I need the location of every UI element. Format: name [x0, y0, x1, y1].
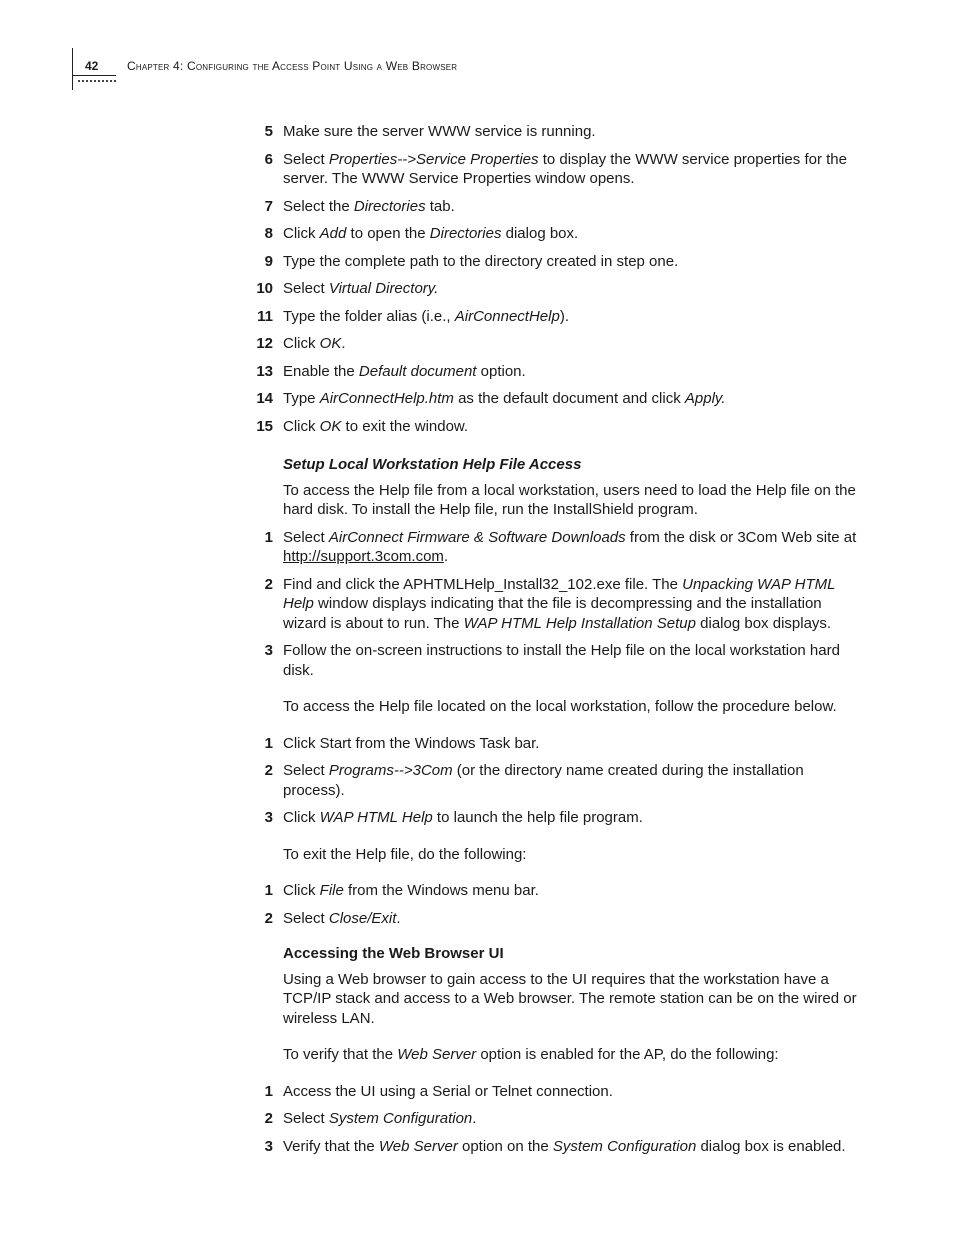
header-dotted-rule — [78, 80, 116, 84]
step-emphasis: OK — [319, 335, 342, 352]
step-text: . — [396, 909, 401, 927]
list-item — [264, 734, 863, 754]
step-emphasis: AirConnect Firmware & Software Downloads — [328, 528, 626, 546]
step-text: . — [472, 1110, 477, 1127]
step-text: Verify that the — [283, 1137, 379, 1155]
header-vertical-rule — [72, 48, 73, 90]
step-number: 3 — [264, 809, 273, 826]
list-item — [256, 279, 863, 299]
step-text: tab. — [425, 197, 455, 215]
list-item — [264, 528, 863, 567]
step-emphasis: WAP HTML Help — [319, 809, 433, 826]
list-item — [264, 150, 863, 189]
step-text: (or the directory name created during the installation process). — [283, 762, 804, 799]
step-number: 2 — [264, 1110, 273, 1127]
step-text: Select — [283, 1110, 329, 1127]
intro-text: option is enabled for the AP, do the following: — [476, 1046, 779, 1063]
list-item — [264, 909, 863, 929]
step-text: Enable the — [283, 362, 359, 380]
step-text: as the default document and click — [453, 390, 685, 407]
intro-text: To verify that the — [283, 1046, 398, 1063]
step-text: option on the — [457, 1137, 553, 1155]
step-text: to launch the help file program. — [432, 809, 643, 826]
step-number: 8 — [264, 225, 273, 242]
step-emphasis: Close/Exit — [328, 909, 397, 927]
step-number: 6 — [264, 150, 273, 168]
step-number: 1 — [264, 734, 273, 752]
step-number: 15 — [256, 417, 273, 435]
step-text: Click — [283, 882, 320, 899]
step-text: from the disk or 3Com Web site at — [625, 528, 857, 546]
step-text: Click — [283, 809, 320, 826]
list-item — [256, 389, 863, 409]
section-intro: Using a Web browser to gain access to the UI requires that the workstation have a TCP/IP stack and access to a Web browser. The remote station can be on the wired or wireless LAN. — [283, 970, 857, 1027]
step-emphasis: AirConnectHelp — [454, 307, 560, 325]
section-intro: To access the Help file from a local workstation, users need to load the Help file on the hard disk. To install the Help file, run the InstallShield program. — [283, 481, 856, 518]
step-text: to display the WWW service properties for the server. The WWW Service Properties window opens. — [283, 150, 847, 187]
list-item — [264, 575, 863, 634]
step-emphasis: System Configuration — [552, 1137, 697, 1155]
step-emphasis: Virtual Directory. — [328, 280, 439, 297]
step-number: 2 — [264, 762, 273, 779]
step-text: window displays indicating that the file is decompressing and the installation wizard is about to run. The — [283, 595, 822, 632]
step-number: 2 — [264, 909, 273, 927]
list-item — [264, 1082, 863, 1102]
step-text: Click — [283, 417, 320, 435]
exit-intro: To exit the Help file, do the following: — [283, 845, 527, 863]
step-text: Select — [283, 762, 329, 779]
step-text: Type — [283, 390, 320, 407]
list-item — [264, 761, 863, 800]
list-item — [256, 362, 863, 382]
step-number: 2 — [264, 575, 273, 593]
list-item — [264, 252, 863, 272]
step-number: 3 — [264, 1137, 273, 1155]
list-item — [256, 417, 863, 437]
step-text: Click — [283, 225, 320, 242]
intro-emphasis: Web Server — [397, 1046, 477, 1063]
step-emphasis: Add — [319, 225, 347, 242]
list-item — [264, 881, 863, 901]
list-item — [256, 334, 863, 354]
step-emphasis: Web Server — [378, 1137, 458, 1155]
support-link[interactable]: http://support.3com.com — [283, 548, 444, 565]
step-text: Select the — [283, 197, 354, 215]
access-intro: To access the Help file located on the local workstation, follow the procedure below. — [283, 698, 837, 715]
step-emphasis: Default document — [358, 362, 477, 380]
section-heading: Setup Local Workstation Help File Access — [283, 456, 582, 473]
step-number: 12 — [256, 335, 273, 352]
step-emphasis: Programs-->3Com — [328, 762, 453, 779]
step-text: Select — [283, 909, 329, 927]
list-item — [264, 808, 863, 828]
step-text: Select — [283, 528, 329, 546]
header-horizontal-rule — [72, 75, 116, 76]
step-text: to open the — [346, 225, 430, 242]
step-text: Click — [283, 335, 320, 352]
step-number: 1 — [264, 1082, 273, 1100]
step-number: 7 — [264, 197, 273, 215]
step-text: dialog box is enabled. — [696, 1137, 846, 1155]
step-text: Find and click the APHTMLHelp_Install32_102.exe file. The — [283, 575, 683, 593]
step-number: 3 — [264, 642, 273, 659]
step-text: . — [443, 548, 449, 565]
step-number: 9 — [264, 252, 273, 270]
step-text: dialog box displays. — [696, 614, 832, 632]
step-text: option. — [476, 362, 526, 380]
step-emphasis: Directories — [353, 197, 426, 215]
step-text: dialog box. — [501, 225, 579, 242]
step-text: Type the folder alias (i.e., — [283, 307, 455, 325]
list-item — [264, 1137, 863, 1157]
step-text: Access the UI using a Serial or Telnet connection. — [283, 1082, 613, 1100]
step-emphasis: WAP HTML Help Installation Setup — [463, 614, 696, 632]
step-number: 14 — [256, 390, 273, 407]
step-text: ). — [559, 307, 569, 325]
step-emphasis: AirConnectHelp.htm — [319, 390, 454, 407]
step-emphasis: Properties-->Service Properties — [328, 150, 539, 168]
step-text: Select — [283, 280, 329, 297]
step-emphasis: Unpacking WAP HTML Help — [283, 575, 836, 612]
step-text: from the Windows menu bar. — [343, 882, 539, 899]
step-number: 10 — [256, 280, 273, 297]
step-text: Click Start from the Windows Task bar. — [283, 734, 540, 752]
step-text: . — [341, 335, 346, 352]
page-number: 42 — [85, 59, 99, 73]
step-emphasis: OK — [319, 417, 342, 435]
list-item — [264, 1109, 863, 1129]
step-text: to exit the window. — [341, 417, 469, 435]
step-text: Type the complete path to the directory created in step one. — [283, 252, 679, 270]
step-emphasis: System Configuration — [328, 1110, 473, 1127]
step-number: 11 — [257, 307, 273, 325]
step-number: 1 — [264, 528, 273, 546]
step-text: Make sure the server WWW service is running. — [283, 123, 596, 140]
list-item — [264, 641, 863, 680]
step-emphasis: File — [319, 882, 344, 899]
list-item — [264, 122, 863, 142]
chapter-title: Chapter 4: Configuring the Access Point Using a Web Browser — [127, 59, 458, 73]
step-number: 1 — [264, 882, 273, 899]
page-body — [256, 122, 863, 1164]
step-text: Select — [283, 150, 329, 168]
step-emphasis: Directories — [429, 225, 502, 242]
list-item — [264, 197, 863, 217]
step-emphasis: Apply. — [684, 390, 726, 407]
list-item — [257, 307, 863, 327]
step-number: 5 — [264, 123, 273, 140]
section-heading: Accessing the Web Browser UI — [283, 945, 504, 962]
list-item — [264, 224, 863, 244]
step-number: 13 — [256, 362, 273, 380]
step-text: Follow the on-screen instructions to install the Help file on the local workstation hard disk. — [283, 642, 840, 679]
verify-intro — [283, 1045, 863, 1065]
